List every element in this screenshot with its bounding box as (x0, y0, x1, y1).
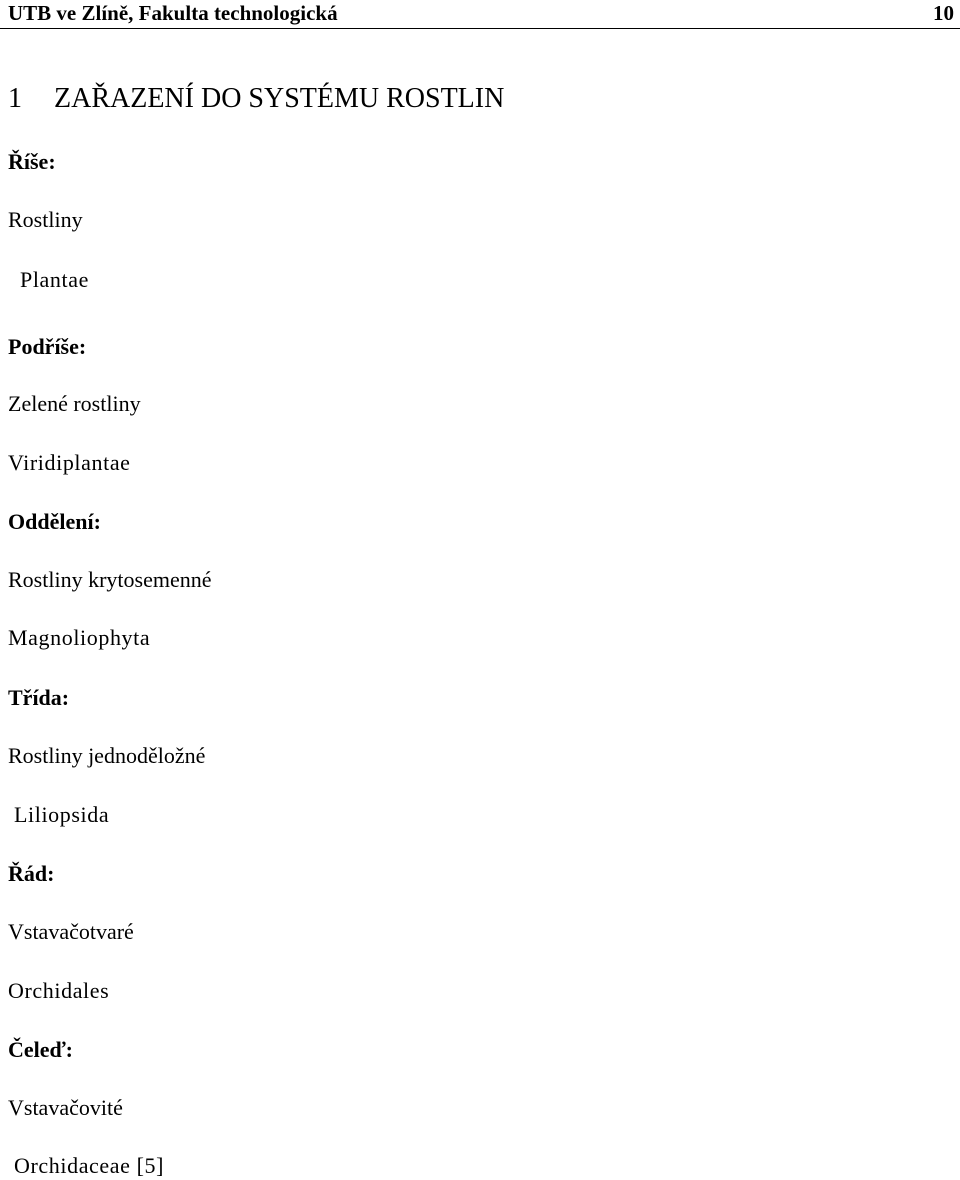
rank-label-rise: Říše: (8, 149, 56, 174)
rank-label-trida: Třída: (8, 685, 70, 710)
rank-latin-podrise: Viridiplantae (8, 450, 131, 475)
rank-latin-rise: Plantae (20, 267, 89, 292)
rank-label-podrise: Podříše: (8, 334, 87, 359)
rank-czech-celed: Vstavačovité (8, 1095, 123, 1120)
chapter-title: ZAŘAZENÍ DO SYSTÉMU ROSTLIN (54, 83, 505, 114)
rank-latin-trida: Liliopsida (14, 802, 110, 827)
chapter-number: 1 (8, 83, 22, 114)
rank-czech-rise: Rostliny (8, 207, 83, 232)
rank-label-rad: Řád: (8, 861, 55, 886)
rank-czech-trida: Rostliny jednoděložné (8, 743, 206, 768)
rank-label-oddeleni: Oddělení: (8, 509, 101, 534)
header-title: UTB ve Zlíně, Fakulta technologická (8, 1, 338, 25)
page-number: 10 (933, 1, 954, 25)
rank-czech-rad: Vstavačotvaré (8, 919, 134, 944)
rank-label-celed: Čeleď: (8, 1037, 73, 1062)
running-header (0, 0, 960, 29)
rank-latin-rad: Orchidales (8, 978, 110, 1003)
rank-czech-podrise: Zelené rostliny (8, 391, 141, 416)
rank-latin-oddeleni: Magnoliophyta (8, 625, 151, 650)
chapter-heading (8, 82, 504, 116)
rank-latin-celed: Orchidaceae [5] (14, 1153, 165, 1178)
rank-czech-oddeleni: Rostliny krytosemenné (8, 567, 212, 592)
